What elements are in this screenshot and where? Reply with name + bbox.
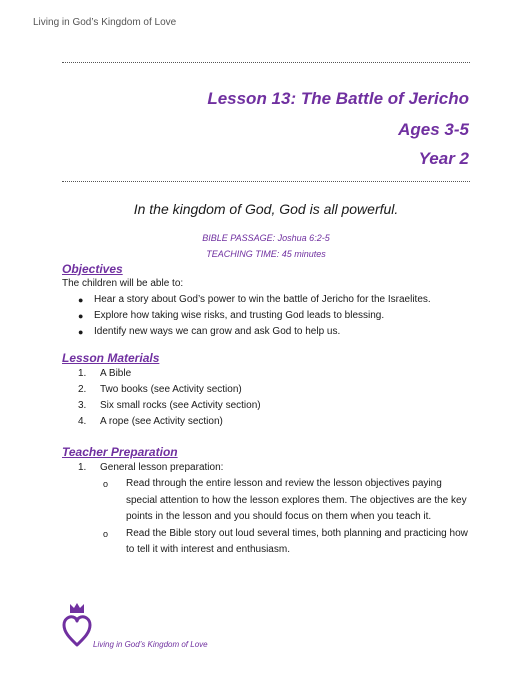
bullet-icon: ●	[78, 295, 84, 305]
ages-label: Ages 3-5	[398, 120, 469, 139]
footer-text: Living in God’s Kingdom of Love	[93, 640, 208, 649]
top-divider	[62, 62, 470, 63]
preparation-list	[78, 460, 478, 476]
preparation-sub-item: o Read the Bible story out loud several times, both planning and practicing how to tell it with interest and enthusiasm.	[103, 527, 468, 555]
materials-list	[78, 366, 478, 430]
objectives-list	[78, 292, 478, 340]
objectives-heading: Objectives	[62, 262, 123, 276]
circle-bullet-icon: o	[103, 479, 109, 489]
crown-heart-logo-icon	[62, 601, 92, 649]
year-label: Year 2	[418, 149, 469, 168]
material-item: 1. A Bible	[78, 368, 132, 379]
objective-item: ● Hear a story about God’s power to win the battle of Jericho for the Israelites.	[78, 292, 478, 308]
preparation-sub-list	[103, 476, 468, 559]
lesson-theme: In the kingdom of God, God is all powerful.	[133, 201, 399, 217]
bullet-icon: ●	[78, 327, 84, 337]
bullet-icon: ●	[78, 311, 84, 321]
objective-item: ● Explore how taking wise risks, and trusting God leads to blessing.	[78, 308, 478, 324]
materials-heading: Lesson Materials	[62, 351, 160, 365]
objectives-intro: The children will be able to:	[62, 278, 184, 289]
material-item: 3. Six small rocks (see Activity section)	[78, 400, 261, 411]
preparation-sub-item: o Read through the entire lesson and review the lesson objectives paying special attention to how the lesson explores them. The objectives are the key points in the lesson and you should focus on them when you teach it.	[103, 478, 467, 522]
circle-bullet-icon: o	[103, 528, 109, 539]
material-item: 2. Two books (see Activity section)	[78, 384, 242, 395]
objective-item: ● Identify new ways we can grow and ask God to help us.	[78, 324, 478, 340]
bottom-divider	[62, 181, 470, 182]
preparation-heading: Teacher Preparation	[62, 445, 178, 459]
bible-passage: BIBLE PASSAGE: Joshua 6:2-5	[202, 233, 330, 243]
lesson-title: Lesson 13: The Battle of Jericho	[207, 89, 469, 108]
material-item: 4. A rope (see Activity section)	[78, 416, 223, 427]
running-header: Living in God’s Kingdom of Love	[33, 17, 177, 28]
teaching-time: TEACHING TIME: 45 minutes	[206, 249, 326, 259]
preparation-item: 1. General lesson preparation:	[78, 462, 224, 473]
